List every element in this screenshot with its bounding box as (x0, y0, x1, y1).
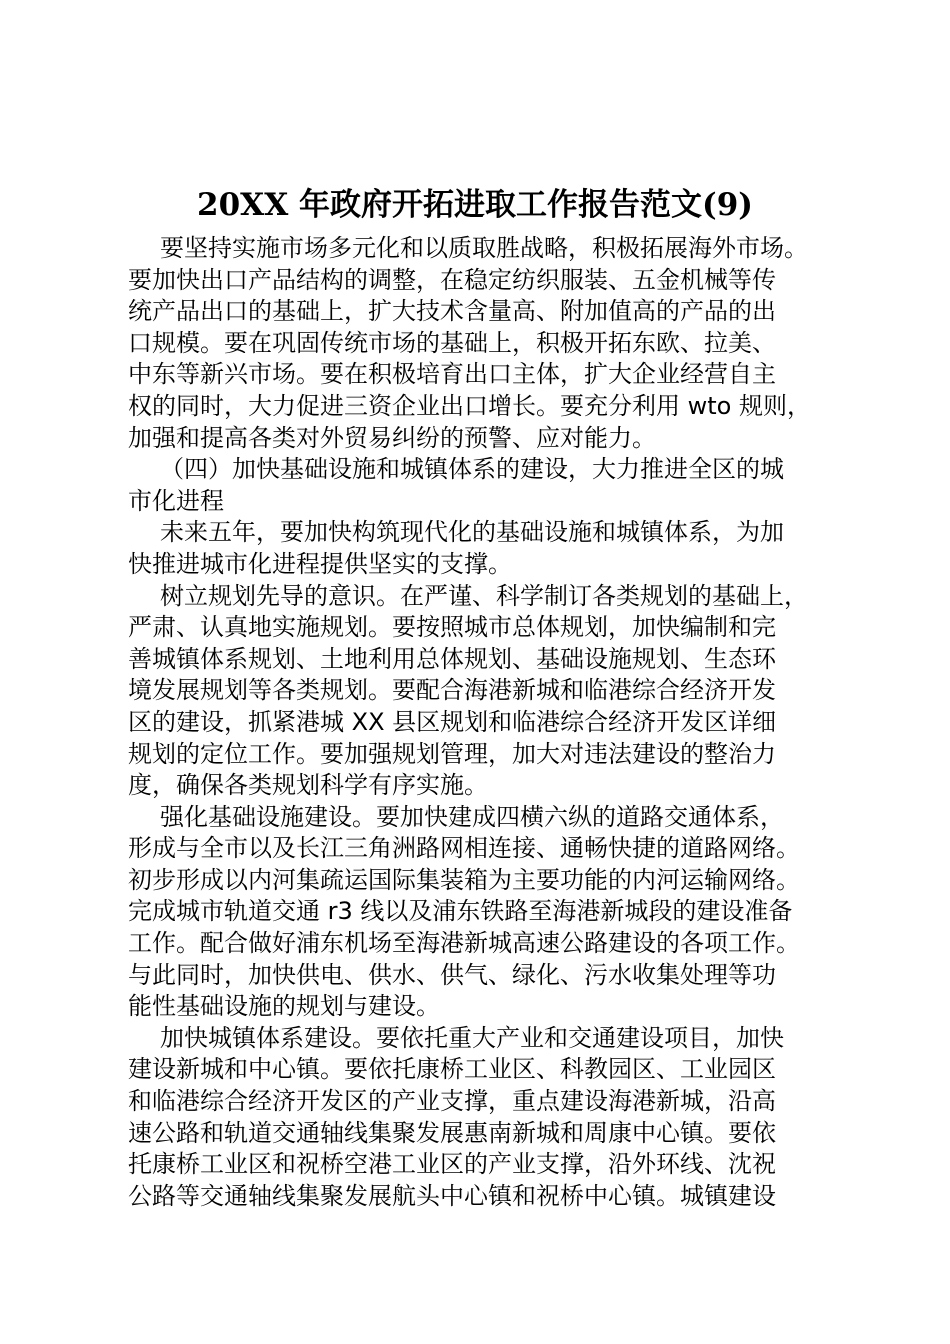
paragraph-4 (128, 581, 848, 802)
paragraph-2-heading (128, 454, 848, 517)
paragraph-line: （四）加快基础设施和城镇体系的建设，大力推进全区的城 (160, 455, 784, 484)
paragraph-line: 托康桥工业区和祝桥空港工业区的产业支撑，沿外环线、沈祝 (128, 1150, 776, 1179)
paragraph-line: 建设新城和中心镇。要依托康桥工业区、科教园区、工业园区 (128, 1055, 776, 1084)
paragraph-line: 初步形成以内河集疏运国际集装箱为主要功能的内河运输网络。 (128, 865, 800, 894)
paragraph-line: 公路等交通轴线集聚发展航头中心镇和祝桥中心镇。城镇建设 (128, 1181, 776, 1210)
paragraph-line: 善城镇体系规划、土地利用总体规划、基础设施规划、生态环 (128, 644, 776, 673)
paragraph-line: 能性基础设施的规划与建设。 (128, 992, 440, 1021)
paragraph-3 (128, 517, 848, 580)
paragraph-line: 加强和提高各类对外贸易纠纷的预警、应对能力。 (128, 423, 656, 452)
document-body (128, 233, 848, 1212)
paragraph-line: 与此同时，加快供电、供水、供气、绿化、污水收集处理等功 (128, 960, 776, 989)
paragraph-line: 和临港综合经济开发区的产业支撑，重点建设海港新城，沿高 (128, 1087, 776, 1116)
paragraph-line: 严肃、认真地实施规划。要按照城市总体规划，加快编制和完 (128, 613, 776, 642)
paragraph-line: 权的同时，大力促进三资企业出口增长。要充分利用 wto 规则， (128, 391, 811, 420)
paragraph-line: 工作。配合做好浦东机场至海港新城高速公路建设的各项工作。 (128, 929, 800, 958)
document-title: 20XX 年政府开拓进取工作报告范文(9) (197, 187, 753, 223)
paragraph-line: 速公路和轨道交通轴线集聚发展惠南新城和周康中心镇。要依 (128, 1118, 776, 1147)
paragraph-line: 要坚持实施市场多元化和以质取胜战略，积极拓展海外市场。 (160, 234, 808, 262)
paragraph-line: 统产品出口的基础上，扩大技术含量高、附加值高的产品的出 (128, 297, 776, 326)
paragraph-line: 完成城市轨道交通 r3 线以及浦东铁路至海港新城段的建设准备 (128, 897, 793, 926)
paragraph-line: 加快城镇体系建设。要依托重大产业和交通建设项目，加快 (160, 1023, 784, 1052)
paragraph-line: 形成与全市以及长江三角洲路网相连接、通畅快捷的道路网络。 (128, 834, 800, 863)
paragraph-line: 快推进城市化进程提供坚实的支撑。 (128, 549, 512, 578)
paragraph-line: 境发展规划等各类规划。要配合海港新城和临港综合经济开发 (128, 676, 776, 705)
paragraph-line: 中东等新兴市场。要在积极培育出口主体，扩大企业经营自主 (128, 360, 776, 389)
paragraph-line: 度，确保各类规划科学有序实施。 (128, 771, 488, 800)
paragraph-6 (128, 1023, 848, 1213)
paragraph-line: 未来五年，要加快构筑现代化的基础设施和城镇体系，为加 (160, 518, 784, 547)
paragraph-line: 规划的定位工作。要加强规划管理，加大对违法建设的整治力 (128, 739, 776, 768)
paragraph-line: 口规模。要在巩固传统市场的基础上，积极开拓东欧、拉美、 (128, 328, 776, 357)
paragraph-line: 区的建设，抓紧港城 XX 县区规划和临港综合经济开发区详细 (128, 707, 777, 736)
paragraph-line: 强化基础设施建设。要加快建成四横六纵的道路交通体系， (160, 802, 784, 831)
paragraph-line: 要加快出口产品结构的调整，在稳定纺织服装、五金机械等传 (128, 265, 776, 294)
paragraph-5 (128, 802, 848, 1023)
paragraph-line: 树立规划先导的意识。在严谨、科学制订各类规划的基础上， (160, 581, 808, 610)
paragraph-1 (128, 233, 848, 454)
paragraph-line: 市化进程 (128, 486, 224, 515)
